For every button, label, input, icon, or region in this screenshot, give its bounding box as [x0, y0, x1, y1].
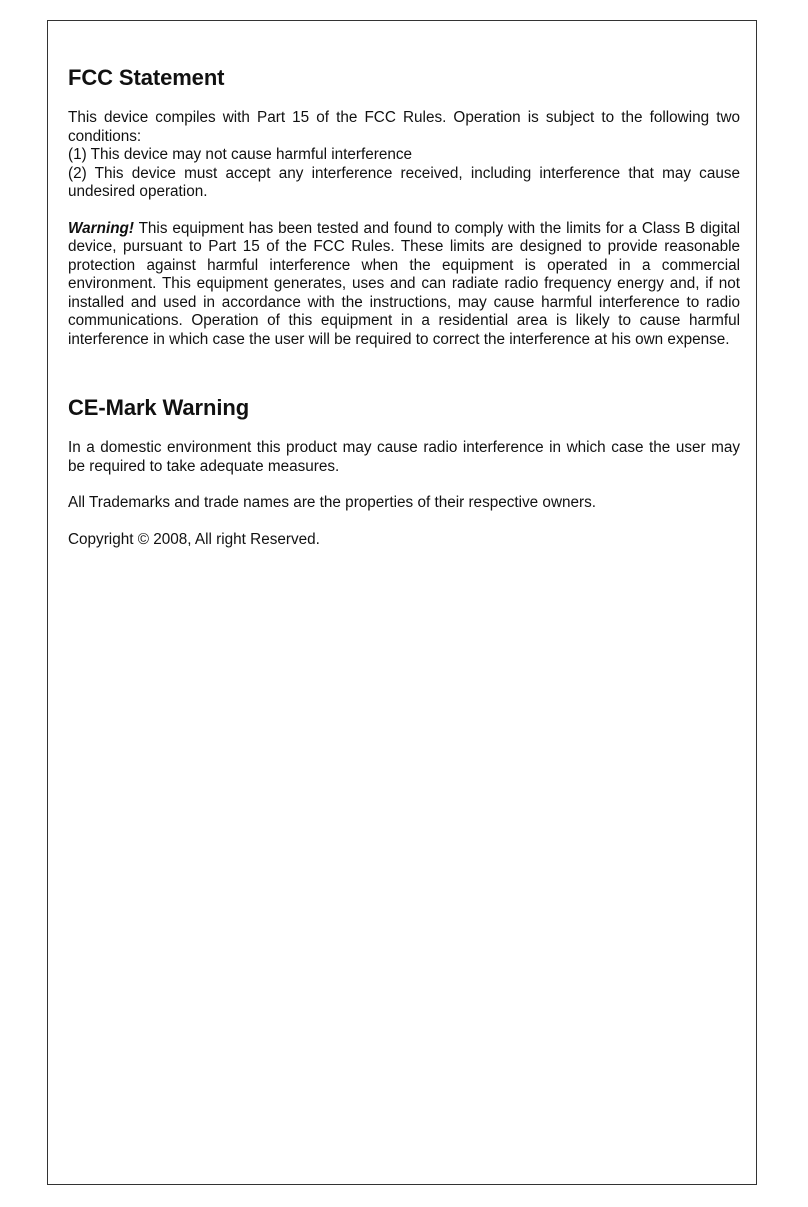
warning-label: Warning!: [68, 219, 134, 237]
document-body: [68, 65, 740, 567]
warning-text: This equipment has been tested and found to comply with the limits for a Class B digital device, pursuant to Part 15 of the FCC Rules. These limits are designed to provide reasonable protection against harmful interference when the equipment is operated in a commercial environment. This equipment generates, uses and can radiate radio frequency energy and, if not installed and used in accordance with the instructions, may cause harmful interference to radio communications. Operation of this equipment in a residential area is likely to cause harmful interference in which case the user will be required to correct the interference at his own expense.: [68, 219, 740, 348]
fcc-warning-paragraph: [68, 220, 740, 350]
fcc-statement-heading: FCC Statement: [68, 65, 225, 90]
page-border: [47, 20, 757, 1185]
ce-mark-paragraph: In a domestic environment this product may cause radio interference in which case the user may be required to take adequate measures.: [68, 439, 740, 475]
trademarks-paragraph: All Trademarks and trade names are the properties of their respective owners.: [68, 494, 596, 511]
fcc-condition-2: (2) This device must accept any interference received, including interference that may cause undesired operation.: [68, 164, 740, 200]
fcc-intro-paragraph: This device compiles with Part 15 of the FCC Rules. Operation is subject to the following two conditions:: [68, 109, 740, 145]
copyright-paragraph: Copyright © 2008, All right Reserved.: [68, 530, 320, 548]
fcc-condition-1: (1) This device may not cause harmful interference: [68, 146, 413, 163]
ce-mark-heading: CE-Mark Warning: [68, 395, 250, 420]
